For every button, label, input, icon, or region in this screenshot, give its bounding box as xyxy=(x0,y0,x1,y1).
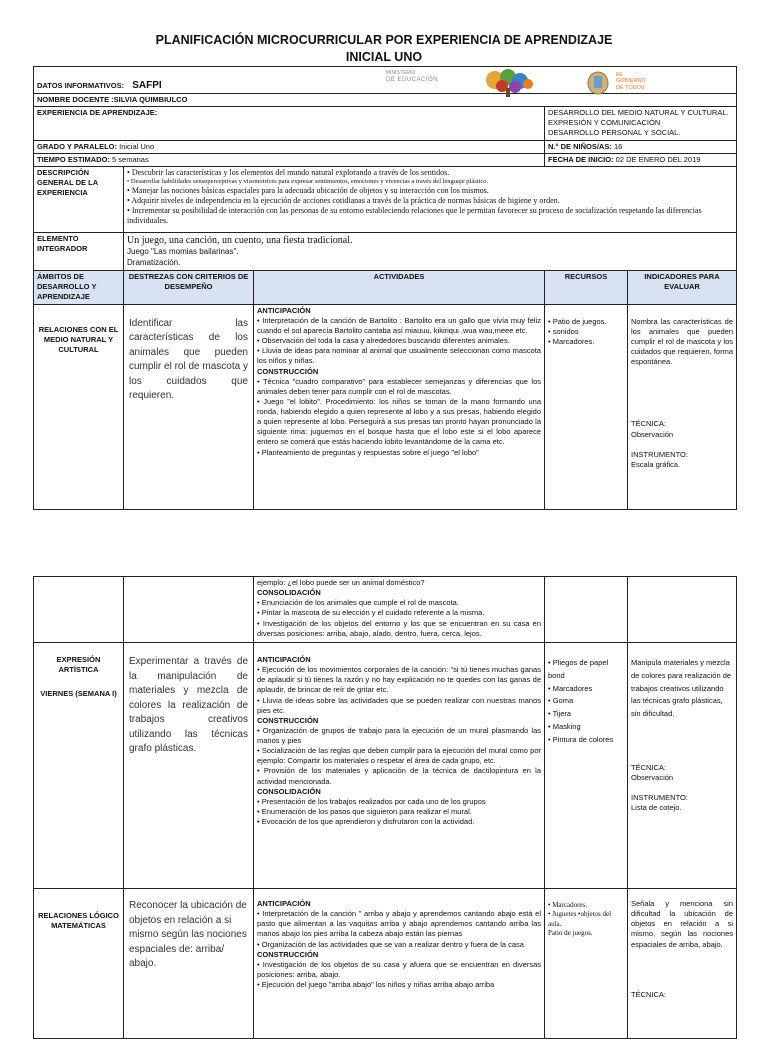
activity-item: • Investigación de los objetos del entorno y los que se encuentran en su casa en diversas posiciones: arriba, abajo, alado, dentro, fuera, cerca, lejos. xyxy=(257,618,541,638)
activity-item: • Enumeración de los pasos que siguieron para realizar el mural. xyxy=(257,806,472,816)
resource-item: • Marcadores xyxy=(548,683,593,693)
destreza-cell xyxy=(124,577,254,643)
fecha-cell xyxy=(545,153,737,166)
grado-value: Inicial Uno xyxy=(119,141,155,151)
datos-value: SAFPI xyxy=(132,79,162,91)
docente-name: NOMBRE DOCENTE :SILVIA QUIMBIULCO xyxy=(34,94,737,107)
tecnica-value: Observación xyxy=(631,429,674,439)
actividades-cell xyxy=(254,643,545,889)
fecha-label: FECHA DE INICIO: xyxy=(548,154,614,164)
tecnica-label: TÉCNICA: xyxy=(631,419,667,429)
indicador-text: Señala y menciona sin dificultad la ubicación de objetos en relación a si mismo, según las nociones espaciales de arriba, abajo. xyxy=(631,899,733,949)
activity-item: • Lluvia de ideas sobre las actividades que se pueden realizar con nuestras manos pies etc. xyxy=(257,695,541,715)
tiempo-value: 5 semanas xyxy=(112,154,149,164)
descripcion-item: • Adquirir niveles de independencia en la ejecución de acciones cotidianas a través de la práctica de normas básicas de higiene y orden. xyxy=(127,196,733,206)
activity-item: • Observación del toda la casa y alrededores buscando diferentes animales. xyxy=(257,336,510,346)
resource-item: Patio de juegos. xyxy=(548,929,593,938)
indicador-text: Nombra las características de los animales que pueden cumplir el rol de mascota y los cuidados que requieren, forma espontánea. xyxy=(631,316,733,367)
experiencia-label: EXPERIENCIA DE APRENDIZAJE: xyxy=(34,107,545,140)
activity-item: • Provisión de los materiales y aplicación de la técnica de dactilopintura en la actividad mencionada. xyxy=(257,766,541,786)
descripcion-item: • Manejar las nociones básicas espaciales para la adecuada ubicación de objetos y su interacción con los mismos. xyxy=(127,186,733,196)
recursos-cell xyxy=(545,643,628,889)
resource-item: • Goma xyxy=(548,696,574,706)
anticipacion-label: ANTICIPACIÓN xyxy=(257,655,311,664)
instrumento-value: Escala gráfica. xyxy=(631,459,681,469)
document-title: PLANIFICACIÓN MICROCURRICULAR POR EXPERIENCIA DE APRENDIZAJE xyxy=(155,33,613,47)
activity-item: • Planteamiento de preguntas y respuestas sobre el juego "el lobo" xyxy=(257,447,479,457)
eje-item: DESARROLLO DEL MEDIO NATURAL Y CULTURAL. xyxy=(548,108,729,118)
activity-item: • Investigación de los objetos de su casa y afuera que se encuentran en diversas posiciones: arriba, abajo. xyxy=(257,959,541,979)
activity-item: • Técnica "cuadro comparativo" para establecer semejanzas y diferencias que los animales deben tener para cumplir con el rol de mascotas. xyxy=(257,376,541,396)
tecnica-label: TÉCNICA: xyxy=(631,762,667,772)
tiempo-label: TIEMPO ESTIMADO: xyxy=(37,154,110,164)
resource-item: • Pintura de colores xyxy=(548,734,614,744)
descripcion-list xyxy=(124,166,737,232)
col-recursos: RECURSOS xyxy=(545,270,628,304)
recursos-cell xyxy=(545,304,628,509)
instrumento-value: Lista de cotejo. xyxy=(631,803,682,813)
descripcion-item: • Incrementar su posibilidad de interacción con las personas de su entorno estableciendo relaciones que le permitan favorecer su proceso de socialización respetando las diferencias individuales. xyxy=(127,206,733,226)
fecha-value: 02 DE ENERO DEL 2019 xyxy=(615,154,701,164)
actividades-cell xyxy=(254,577,545,643)
table-row xyxy=(34,889,737,1039)
resource-item: • Marcadores. xyxy=(548,337,595,347)
activity-item: • Pintar la mascota de su elección y el cuidado referente a la misma. xyxy=(257,608,485,618)
ambito-label: EXPRESIÓN ARTÍSTICA xyxy=(56,655,101,675)
descripcion-item: • Desarrollar habilidades sensoperceptivas y visomotrices para expresar sentimientos, emociones y vivencias a través del lenguaje plástico. xyxy=(127,178,733,186)
ninos-cell xyxy=(545,140,737,153)
resource-item: • Tijera xyxy=(548,709,572,718)
anticipacion-label: ANTICIPACIÓN xyxy=(257,305,311,315)
destreza-cell: Identificar las características de los animales que pueden cumplir el rol de mascota y los cuidados que requieren. xyxy=(124,304,254,509)
anticipacion-label: ANTICIPACIÓN xyxy=(257,899,311,908)
instrumento-label: INSTRUMENTO: xyxy=(631,449,688,459)
elemento-line: Juego "Las momias bailarinas". xyxy=(127,247,239,257)
ninos-label: N.° DE NIÑOS/AS: xyxy=(548,141,612,151)
elemento-label: ELEMENTO INTEGRADOR xyxy=(34,232,124,270)
col-ambitos: ÁMBITOS DE DESARROLLO Y APRENDIZAJE xyxy=(34,270,124,304)
coat-of-arms-icon xyxy=(586,70,610,96)
planning-table-page2 xyxy=(33,576,737,1039)
tecnica-label: TÉCNICA: xyxy=(631,989,667,999)
ambito-cell xyxy=(34,643,124,889)
ambito-cell: RELACIONES CON EL MEDIO NATURAL Y CULTURAL xyxy=(34,304,124,509)
table-row xyxy=(34,643,737,889)
activity-item: • Presentación de los trabajos realizados por cada uno de los grupos xyxy=(257,796,486,806)
consolidacion-label: CONSOLIDACIÓN xyxy=(257,786,321,796)
construccion-label: CONSTRUCCIÓN xyxy=(257,366,319,376)
descripcion-item: • Descubrir las características y los elementos del mundo natural explorando a través de los sentidos. xyxy=(127,168,733,178)
activity-item: • Organización de grupos de trabajo para la ejecución de un mural plasmando las manos y pies xyxy=(257,725,541,745)
destreza-cell: Experimentar a través de la manipulación de materiales y mezcla de colores la realización de trabajos creativos utilizando las técnicas grafo plásticas. xyxy=(124,643,254,889)
resource-item: • Pliegos de papel bond xyxy=(548,658,609,680)
eje-item: DESARROLLO PERSONAL Y SOCIAL. xyxy=(548,128,681,138)
activity-item: • Evocación de los que aprendieron y disfrutaron con la actividad. xyxy=(257,817,475,826)
ministerio-logo: MINISTERIO DE EDUCACIÓN xyxy=(386,70,439,83)
logos-area xyxy=(378,67,736,99)
resource-item: • sonidos xyxy=(548,326,579,336)
education-tree-icon xyxy=(470,68,550,98)
destreza-cell: Reconocer la ubicación de objetos en relación a si mismo según las nociones espaciales de: arriba/ abajo. xyxy=(124,889,254,1039)
instrumento-label: INSTRUMENTO: xyxy=(631,793,688,802)
ambito-cell: RELACIONES LÓGICO MATEMÁTICAS xyxy=(34,889,124,1039)
table-row xyxy=(34,304,737,509)
tiempo-cell xyxy=(34,153,545,166)
resource-item: • Marcadores. xyxy=(548,901,587,909)
elemento-line: Dramatización. xyxy=(127,258,181,268)
activity-item: • Interpretación de la canción de Bartolito : Bartolito era un gallo que vivía muy feliz cuando el sol aparecía Bartolito cantaba así miauuu, kikiriqui ,wua wau,meee etc. xyxy=(257,315,541,336)
activity-item: • Socialización de las reglas que deben cumplir para la ejecución del mural como por ejemplo: Compartir los materiales o respetar el área de cada grupo, etc. xyxy=(257,746,541,766)
elemento-line: Un juego, una canción, un cuento, una fiesta tradicional. xyxy=(127,234,353,246)
activity-continuation: ejemplo: ¿el lobo puede ser un animal doméstico? xyxy=(257,578,425,587)
ambito-cell xyxy=(34,577,124,643)
indicador-cell xyxy=(628,643,737,889)
table-row xyxy=(34,577,737,643)
activity-item: • Interpretación de la canción " arriba y abajo y aprendemos cantando abajo está el pasto que alimentan a las vaquitas arriba y abajo aprendemos cantando arriba las manos abajo los pies arriba la cabeza abajo están las piernas xyxy=(257,909,541,939)
actividades-cell xyxy=(254,889,545,1039)
tecnica-value: Observación xyxy=(631,772,674,782)
resource-item: • Juguetes •objetos del aula. xyxy=(548,910,612,928)
ambito-extra: VIERNES (SEMANA I) xyxy=(40,689,117,699)
ejes-list xyxy=(545,107,737,140)
indicador-text: Manipula materiales y mezcla de colores para realización de trabajos creativos utilizando las técnicas grafo plásticas, sin dificultad. xyxy=(631,658,732,718)
ninos-value: 16 xyxy=(613,141,623,151)
grado-label: GRADO Y PARALELO: xyxy=(37,141,118,151)
activity-item: • Ejecución de los movimientos corporales de la canción: "si tú tienes muchas ganas de aplaudir si tú tienes la razón y no hay explicación no te quedes con las ganas de aplaudir, de brincar de reír de gritar etc. xyxy=(257,665,541,695)
resource-item: • Patio de juegos. xyxy=(548,316,607,326)
elemento-content xyxy=(124,232,737,270)
construccion-label: CONSTRUCCIÓN xyxy=(257,715,319,725)
activity-item: • Juego "el lobito". Procedimiento: los niños se toman de la mano formando una ronda, habiendo elegido a quien represente al lobo y a sus presas, habiendo elegido a quien represente al lobo. Perseguirá a sus presas tan pronto hayan pronunciado la siguiente rima: juguemos en el bosque hasta que el lobo este si el lobo aparece entero se comerá que estás haciendo lobito levantándome de la cama etc. xyxy=(257,396,542,447)
activity-item: • Organización de las actividades que se van a realizar dentro y fuera de la casa xyxy=(257,939,524,949)
indicador-cell xyxy=(628,889,737,1039)
indicador-cell xyxy=(628,304,737,509)
col-destrezas: DESTREZAS CON CRITERIOS DE DESEMPEÑO xyxy=(124,270,254,304)
col-actividades: ACTIVIDADES xyxy=(254,270,545,304)
activity-item: • Enunciación de los animales que cumple el rol de mascota. xyxy=(257,598,459,608)
datos-label: DATOS INFORMATIVOS: xyxy=(37,80,125,90)
indicador-cell xyxy=(628,577,737,643)
eje-item: EXPRESIÓN Y COMUNICACIÓN xyxy=(548,118,661,128)
actividades-cell xyxy=(254,304,545,509)
construccion-label: CONSTRUCCIÓN xyxy=(257,949,319,959)
recursos-cell xyxy=(545,889,628,1039)
descripcion-label: DESCRIPCIÓN GENERAL DE LA EXPERIENCIA xyxy=(34,166,124,232)
consolidacion-label: CONSOLIDACIÓN xyxy=(257,588,321,598)
planning-table-page1 xyxy=(33,66,737,510)
col-indicadores: INDICADORES PARA EVALUAR xyxy=(628,270,737,304)
resource-item: • Masking xyxy=(548,721,581,731)
grado-cell xyxy=(34,140,545,153)
recursos-cell xyxy=(545,577,628,643)
activity-item: • Lluvia de ideas para nominar al animal que usualmente seleccionan como mascota los niños y niñas. xyxy=(257,346,541,366)
activity-item: • Ejecución del juego "arriba abajo" los niños y niñas arriba abajo arriba xyxy=(257,980,495,989)
gobierno-logo: EL GOBIERNO DE TODOS xyxy=(616,72,646,91)
document-subtitle: INICIAL UNO xyxy=(345,50,423,64)
